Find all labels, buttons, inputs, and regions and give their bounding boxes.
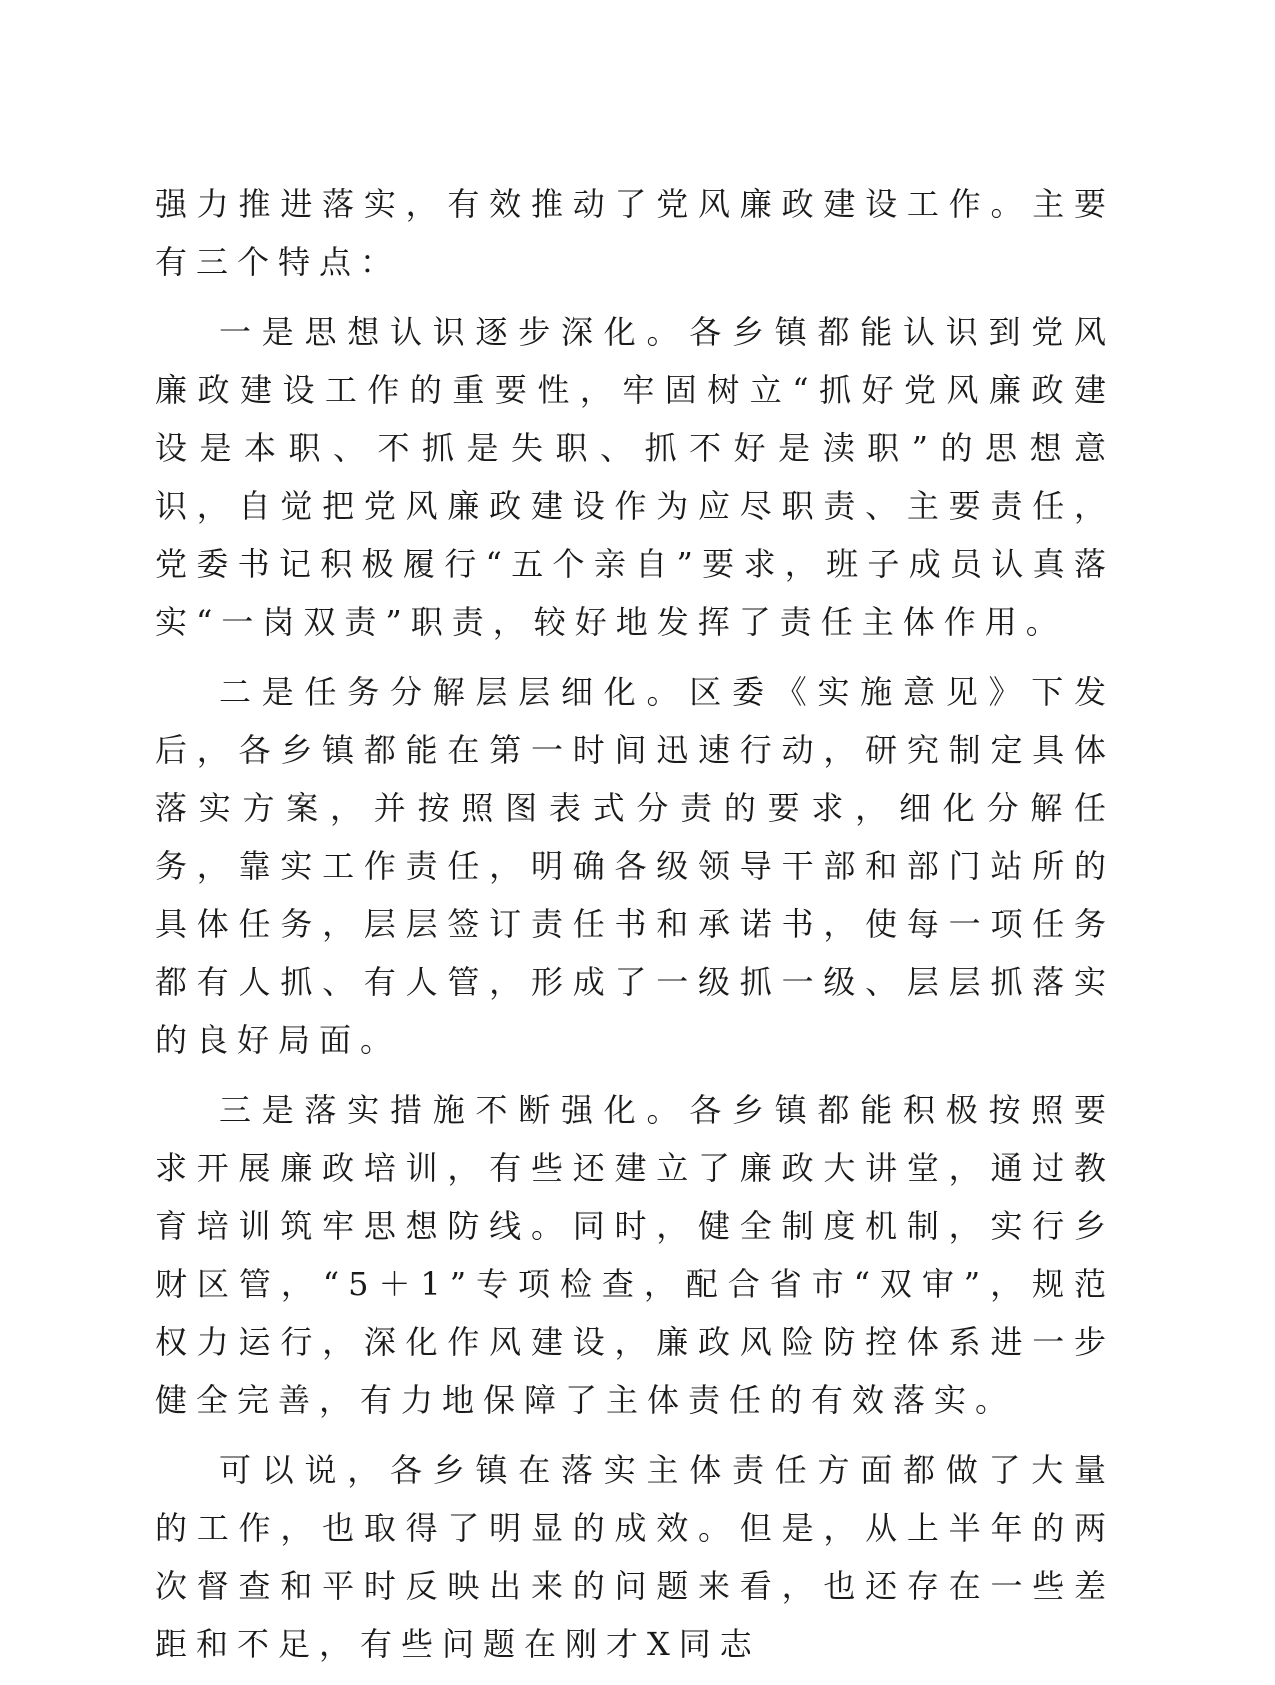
paragraph-point-three: 三是落实措施不断强化。各乡镇都能积极按照要求开展廉政培训，有些还建立了廉政大讲堂，通过教育培训筑牢思想防线。同时，健全制度机制，实行乡财区管，“5＋1”专项检查，配合省市“双审”，规范权力运行，深化作风建设，廉政风险防控体系进一步健全完善，有力地保障了主体责任的有效落实。: [155, 1091, 1115, 1419]
paragraph-intro: 强力推进落实，有效推动了党风廉政建设工作。主要有三个特点：: [155, 185, 1115, 281]
paragraph-point-one: 一是思想认识逐步深化。各乡镇都能认识到党风廉政建设工作的重要性，牢固树立“抓好党风廉政建设是本职、不抓是失职、抓不好是渎职”的思想意识，自觉把党风廉政建设作为应尽职责、主要责任，党委书记积极履行“五个亲自”要求，班子成员认真落实“一岗双责”职责，较好地发挥了责任主体作用。: [155, 313, 1115, 641]
paragraph-point-two: 二是任务分解层层细化。区委《实施意见》下发后，各乡镇都能在第一时间迅速行动，研究制定具体落实方案，并按照图表式分责的要求，细化分解任务，靠实工作责任，明确各级领导干部和部门站所的具体任务，层层签订责任书和承诺书，使每一项任务都有人抓、有人管，形成了一级抓一级、层层抓落实的良好局面。: [155, 673, 1115, 1059]
paragraph-conclusion: 可以说，各乡镇在落实主体责任方面都做了大量的工作，也取得了明显的成效。但是，从上半年的两次督查和平时反映出来的问题来看，也还存在一些差距和不足，有些问题在刚才X同志: [155, 1451, 1115, 1663]
document-body: [155, 175, 1115, 1685]
